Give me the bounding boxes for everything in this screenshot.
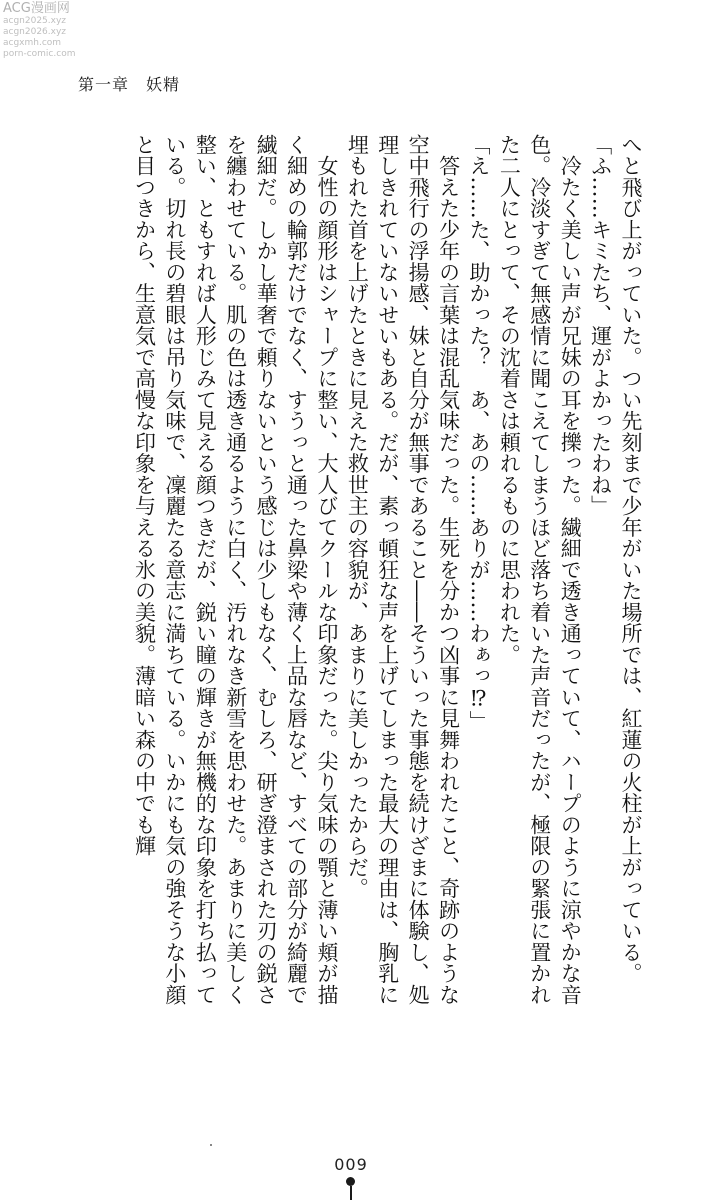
watermark-line: acgn2026.xyz <box>3 27 67 37</box>
paragraph: へと飛び上がっていた。つい先刻まで少年がいた場所では、紅蓮の火柱が上がっている。 <box>619 134 643 984</box>
watermark <box>3 2 81 60</box>
paragraph: 冷たく美しい声が兄妹の耳を擽った。繊細で透き通っていて、ハープのように涼やかな音色。冷淡すぎて無感情に聞こえてしまうほど落ち着いた声音だったが、極限の緊張に置かれた二人にとって、その沈着さは頼れるものに思われた。 <box>497 134 583 1006</box>
watermark-line: acgxmh.com <box>3 38 62 48</box>
print-mark <box>210 1144 212 1146</box>
paragraph: 答えた少年の言葉は混乱気味だった。生死を分かつ凶事に見舞われたこと、奇跡のような空中飛行の浮揚感、妹と自分が無事であること――そういった事態を続けざまに体験し、処理しきれていないせいもある。だが、素っ頓狂な声を上げてしまった最大の理由は、胸乳に埋もれた首を上げたときに見えた救世主の容貌が、あまりに美しかったからだ。 <box>345 134 461 1006</box>
watermark-line: porn-comic.com <box>3 49 76 59</box>
paragraph: 女性の顔形はシャープに整い、大人びてクールな印象だった。尖り気味の顎と薄い頬が描く細めの輪郭だけでなく、すうっと通った鼻梁や薄く上品な唇など、すべての部分が綺麗で繊細だ。しかし華奢で頼りないという感じは少しもなく、むしろ、研ぎ澄まされた刃の鋭さを纏わせている。肌の色は透き通るように白く、汚れなき新雪を思わせた。あまりに美しく整い、ともすれば人形じみて見える顔つきだが、鋭い瞳の輝きが無機的な印象を打ち払っている。切れ長の碧眼は吊り気味で、凜麗たる意志に満ちている。いかにも気の強そうな小顔と目つきから、生意気で高慢な印象を与える氷の美貌。薄暗い森の中でも輝 <box>132 134 339 1006</box>
paragraph: 「え……た、助かった？ あ、あの……ありが……わぁっ⁉」 <box>466 134 491 732</box>
page-marker-line <box>350 1186 352 1200</box>
body-text <box>46 134 646 1014</box>
chapter-title: 第一章 妖精 <box>78 75 181 94</box>
watermark-logo: ACG漫画网 <box>3 1 70 16</box>
watermark-line: acgn2025.xyz <box>3 16 67 26</box>
page-number: 009 <box>334 1155 368 1174</box>
page-marker-dot <box>346 1177 355 1186</box>
paragraph: 「ふ……キミたち、運がよかったわね」 <box>588 134 613 517</box>
